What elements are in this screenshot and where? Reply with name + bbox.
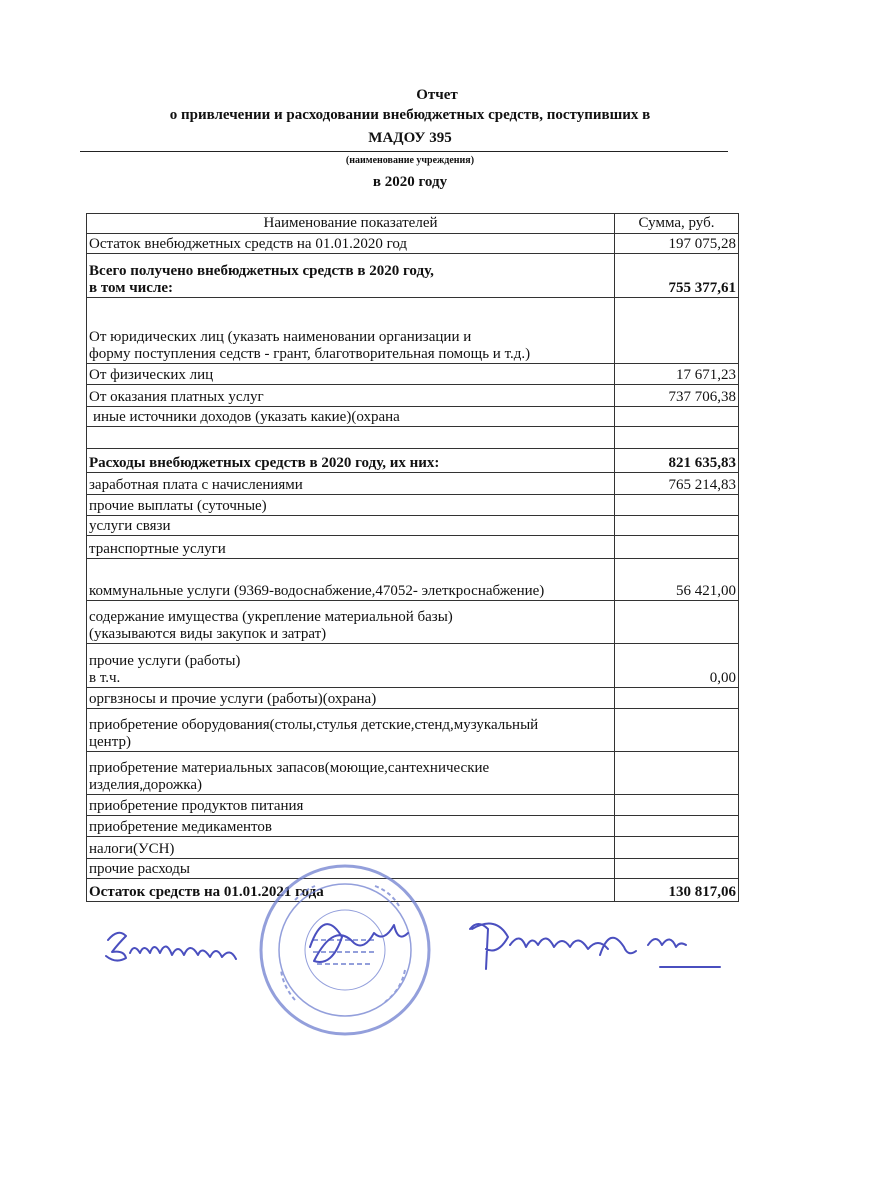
row-amount [615, 427, 739, 449]
report-table [86, 213, 739, 902]
row-label: прочие выплаты (суточные) [87, 495, 615, 516]
row-amount [615, 795, 739, 816]
row-label: налоги(УСН) [87, 837, 615, 859]
row-amount [615, 709, 739, 752]
table-row [87, 795, 739, 816]
table-row [87, 709, 739, 752]
table-row [87, 559, 739, 601]
table-row [87, 254, 739, 298]
row-label [87, 427, 615, 449]
table-row [87, 298, 739, 364]
position-handwriting-icon [106, 933, 236, 961]
row-amount [615, 407, 739, 427]
row-label: приобретение продуктов питания [87, 795, 615, 816]
row-label: приобретение материальных запасов(моющие,сантехнические изделия,дорожка) [87, 752, 615, 795]
table-row [87, 644, 739, 688]
row-amount [615, 752, 739, 795]
table-row [87, 407, 739, 427]
row-amount: 17 671,23 [615, 364, 739, 385]
report-title: Отчет [416, 87, 458, 103]
table-row [87, 364, 739, 385]
row-amount [615, 495, 739, 516]
row-label: приобретение медикаментов [87, 816, 615, 837]
report-subtitle: о привлечении и расходовании внебюджетных средств, поступивших в [169, 107, 651, 123]
table-row [87, 495, 739, 516]
table-row [87, 516, 739, 536]
row-amount: 130 817,06 [615, 879, 739, 902]
row-amount: 755 377,61 [615, 254, 739, 298]
table-row [87, 234, 739, 254]
table-row [87, 816, 739, 837]
row-amount [615, 516, 739, 536]
row-amount [615, 298, 739, 364]
row-amount [615, 816, 739, 837]
row-amount: 765 214,83 [615, 473, 739, 495]
table-row [87, 427, 739, 449]
row-label: Остаток средств на 01.01.2021 года [87, 879, 615, 902]
row-label: содержание имущества (укрепление материальной базы) (указываются виды закупок и затрат) [87, 601, 615, 644]
table-row [87, 536, 739, 559]
director-name-handwriting-icon [470, 924, 720, 969]
col-sum-header: Сумма, руб. [615, 214, 739, 234]
table-row [87, 688, 739, 709]
row-amount [615, 859, 739, 879]
row-label: Всего получено внебюджетных средств в 2020 году, в том числе: [87, 254, 615, 298]
row-label: коммунальные услуги (9369-водоснабжение,47052- элеткроснабжение) [87, 559, 615, 601]
table-row [87, 837, 739, 859]
row-label: От оказания платных услуг [87, 385, 615, 407]
row-amount [615, 688, 739, 709]
row-label: приобретение оборудования(столы,стулья детские,стенд,музукальный центр) [87, 709, 615, 752]
row-amount [615, 837, 739, 859]
table-header-row [87, 214, 739, 234]
row-amount [615, 601, 739, 644]
row-label: От юридических лиц (указать наименовании организации и форму поступления седств - грант, благотворительная помощь и т.д.) [87, 298, 615, 364]
row-label: прочие расходы [87, 859, 615, 879]
table-row [87, 752, 739, 795]
row-label: прочие услуги (работы) в т.ч. [87, 644, 615, 688]
director-signature-icon [310, 924, 408, 962]
row-label: заработная плата с начислениями [87, 473, 615, 495]
row-amount: 56 421,00 [615, 559, 739, 601]
row-label: иные источники доходов (указать какие)(охрана [87, 407, 615, 427]
row-amount [615, 536, 739, 559]
table-row [87, 601, 739, 644]
institution-name: МАДОУ 395 [368, 130, 452, 146]
row-amount: 0,00 [615, 644, 739, 688]
row-amount: 197 075,28 [615, 234, 739, 254]
report-period: в 2020 году [372, 174, 448, 190]
row-label: оргвзносы и прочие услуги (работы)(охрана) [87, 688, 615, 709]
row-label: От физических лиц [87, 364, 615, 385]
institution-underline [80, 151, 728, 152]
table-row [87, 385, 739, 407]
table-row [87, 449, 739, 473]
row-label: Расходы внебюджетных средств в 2020 году, их них: [87, 449, 615, 473]
row-amount: 737 706,38 [615, 385, 739, 407]
col-name-header: Наименование показателей [87, 214, 615, 234]
table-row [87, 473, 739, 495]
institution-caption: (наименование учреждения) [345, 155, 475, 166]
row-amount: 821 635,83 [615, 449, 739, 473]
row-label: Остаток внебюджетных средств на 01.01.2020 год [87, 234, 615, 254]
row-label: транспортные услуги [87, 536, 615, 559]
row-label: услуги связи [87, 516, 615, 536]
signature-block [100, 905, 740, 1025]
